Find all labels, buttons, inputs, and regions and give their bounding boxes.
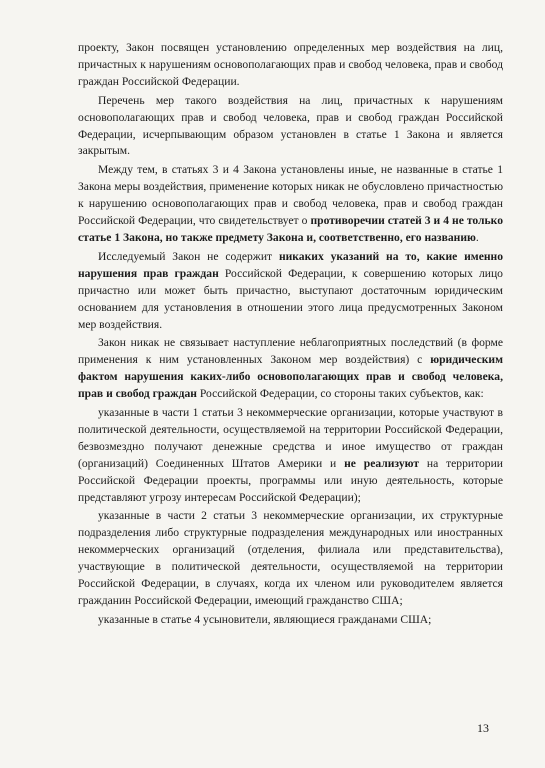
text-run: проекту, Закон посвящен установлению определенных мер воздействия на лиц, причастных к нарушениям основополагающих прав и свобод человека, прав и свобод граждан Российской Федерации. [78,41,503,88]
paragraph [78,249,503,334]
document-body [78,40,503,629]
text-run: указанные в части 2 статьи 3 некоммерческие организации, их структурные подразделения либо структурные подразделения международных или иностранных некоммерческих организаций (отделения, филиала или представительства), участвующие в политической деятельности, осуществляемой на территории Российской Федерации, в случаях, когда их членом или руководителем является гражданин Российской Федерации, имеющий гражданство США; [78,509,503,607]
text-run: Закон никак не связывает наступление неблагоприятных последствий (в форме применения к ним установленных Законом мер воздействия) с [78,336,503,367]
paragraph [78,162,503,247]
paragraph [78,40,503,91]
text-run: Российской Федерации, со стороны таких субъектов, как: [196,387,484,401]
text-run: указанные в части 1 статьи 3 некоммерческие организации, которые участвуют в политической деятельности, осуществляемой на территории Российской Федерации, безвозмездно получают денежные средства и иное имущество от граждан (организаций) Соединенных Штатов Америки и [78,406,503,470]
paragraph [78,405,503,506]
paragraph [78,612,503,629]
text-run: Между тем, в статьях 3 и 4 Закона установлены иные, не названные в статье 1 Закона меры воздействия, применение которых никак не обусловлено причастностью к нарушению основополагающих прав и свобод человека, прав и свобод граждан Российской Федерации, что свидетельствует о [78,163,503,228]
text-run: указанные в статье 4 усыновители, являющиеся гражданами США; [98,612,432,626]
text-run: . [475,230,479,244]
page-number: 13 [477,721,489,735]
paragraph [78,93,503,161]
text-run: на территории Российской Федерации проекты, программы или иную деятельность, которые представляют угрозу интересам Российской Федерации); [78,456,503,504]
emphasized-text: противоречии статей 3 и 4 не только статье 1 Закона, но также предмету Закона и, соответственно, его названию [78,214,504,244]
text-run: Перечень мер такого воздействия на лиц, причастных к нарушениям основополагающих прав и свобод человека, прав и свобод граждан Российской Федерации, исчерпывающим образом установлен в статье 1 Закона и является закрытым. [78,93,503,158]
emphasized-text: никаких указаний на то, какие именно нарушения прав граждан [78,249,503,280]
paragraph [78,335,503,403]
emphasized-text: не реализуют [344,456,420,470]
emphasized-text: юридическим фактом нарушения каких-либо основополагающих прав и свобод человека, прав и свобод граждан [78,353,503,401]
text-run: Российской Федерации, к совершению которых лицо причастно или может быть причастно, выступают достаточным юридическим основанием для установления в отношении этого лица предусмотренных Законом мер воздействия. [78,266,503,331]
text-run: Исследуемый Закон не содержит [98,249,279,263]
paragraph [78,508,503,609]
